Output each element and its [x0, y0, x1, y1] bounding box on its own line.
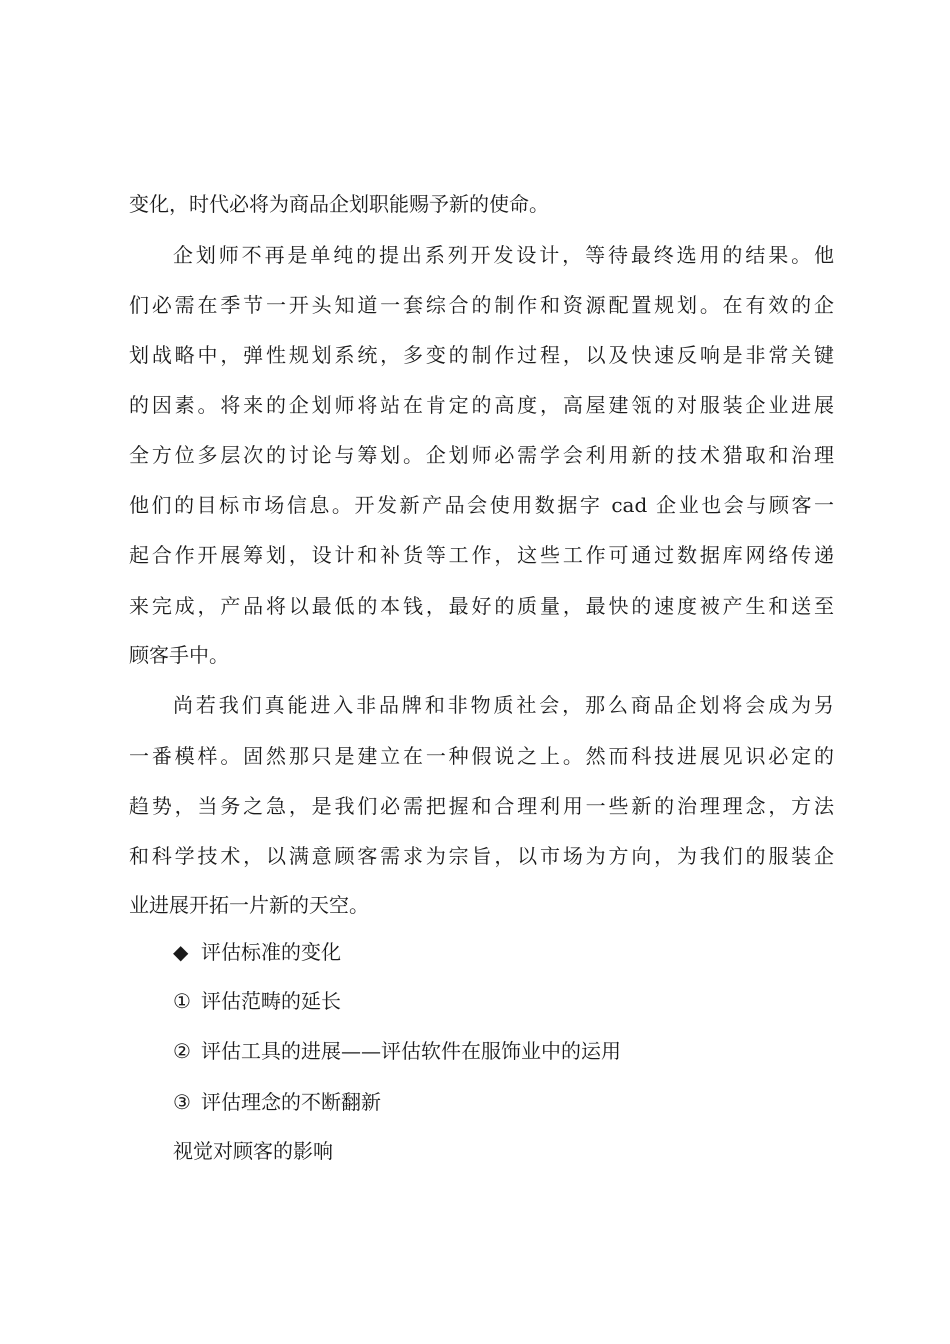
text-line: 尚若我们真能进入非品牌和非物质社会，那么商品企划将会成为另 [173, 693, 834, 717]
list-item-text: 评估工具的进展——评估软件在服饰业中的运用 [201, 1039, 621, 1063]
list-item-text: 评估范畴的延长 [201, 989, 341, 1013]
diamond-bullet-icon: ◆ [173, 940, 189, 964]
list-item-text: 评估理念的不断翻新 [201, 1090, 381, 1114]
text-line: 划战略中，弹性规划系统，多变的制作过程，以及快速反响是非常关键 [129, 343, 834, 367]
list-item [173, 1037, 621, 1065]
list-item [173, 938, 341, 966]
text-line: 全方位多层次的讨论与筹划。企划师必需学会利用新的技术猎取和治理 [129, 443, 834, 467]
text-line: 的因素。将来的企划师将站在肯定的高度，高屋建瓴的对服装企业进展 [129, 393, 834, 417]
circled-number-icon: ① [173, 989, 191, 1013]
text-line: 企划师不再是单纯的提出系列开发设计，等待最终选用的结果。他 [173, 243, 834, 267]
circled-number-icon: ③ [173, 1090, 191, 1114]
text-line: 和科学技术，以满意顾客需求为宗旨，以市场为方向，为我们的服装企 [129, 844, 834, 868]
section-heading: 视觉对顾客的影响 [173, 1139, 333, 1163]
text-line: 来完成，产品将以最低的本钱，最好的质量，最快的速度被产生和送至 [129, 594, 834, 618]
list-item-text: 评估标准的变化 [201, 940, 341, 964]
text-line: 一番模样。固然那只是建立在一种假说之上。然而科技进展见识必定的 [129, 744, 834, 768]
text-line: 顾客手中。 [129, 643, 229, 667]
text-line: 们必需在季节一开头知道一套综合的制作和资源配置规划。在有效的企 [129, 293, 834, 317]
text-line: 起合作开展筹划，设计和补货等工作，这些工作可通过数据库网络传递 [129, 543, 834, 567]
text-line: 趋势，当务之急，是我们必需把握和合理利用一些新的治理理念，方法 [129, 794, 834, 818]
text-line: 业进展开拓一片新的天空。 [129, 893, 369, 917]
text-line: 他们的目标市场信息。开发新产品会使用数据字 cad 企业也会与顾客一 [129, 493, 834, 517]
list-item [173, 987, 341, 1015]
circled-number-icon: ② [173, 1039, 191, 1063]
list-item [173, 1088, 381, 1116]
text-line: 变化，时代必将为商品企划职能赐予新的使命。 [129, 192, 549, 216]
